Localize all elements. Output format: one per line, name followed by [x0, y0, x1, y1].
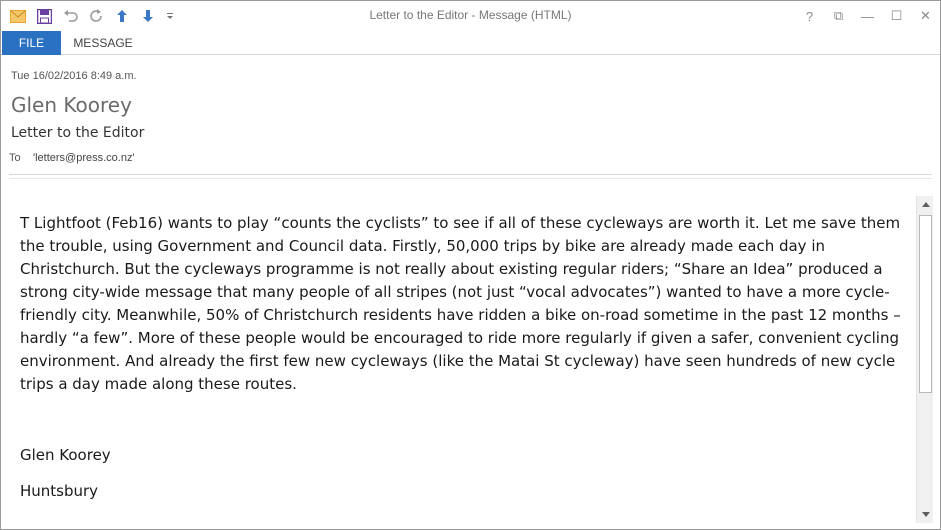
help-icon[interactable]: ? [805, 8, 814, 24]
close-icon[interactable]: ✕ [920, 8, 931, 23]
signature-name: Glen Koorey [20, 446, 111, 464]
body-paragraph: T Lightfoot (Feb16) wants to play “counts the cyclists” to see if all of these cycleways are worth it. Let me save them the trouble, using Government and Council data. Firstly, 50,000 trips by bike are already made each day in Christchurch. But the cycleways programme is not really about existing regular riders; “Share an Idea” produced a strong city-wide message that many people of all stripes (not just “vocal advocates”) wanted to have a more cycle-friendly city. Meanwhile, 50% of Christchurch residents have ridden a bike on-road sometime in the past 12 months – hardly “a few”. More of these people would be encouraged to ride more regularly if given a safer, convenient cycling environment. And already the first few new cycleways (like the Matai St cycleway) have seen hundreds of new cycle trips a day made along these routes. [20, 214, 901, 393]
message-date: Tue 16/02/2016 8:49 a.m. [11, 70, 137, 82]
tab-message[interactable]: MESSAGE [73, 36, 133, 50]
recipient-address[interactable]: 'letters@press.co.nz' [33, 152, 135, 164]
title-bar [1, 1, 940, 31]
window-title: Letter to the Editor - Message (HTML) [369, 8, 572, 22]
tab-file[interactable]: FILE [2, 31, 61, 55]
vertical-scrollbar[interactable] [916, 196, 933, 523]
to-label: To [9, 152, 21, 164]
message-body [1, 196, 915, 529]
message-subject: Letter to the Editor [11, 125, 145, 141]
ribbon-tabs [1, 31, 940, 55]
signature-place: Huntsbury [20, 482, 99, 500]
header-divider-secondary [9, 178, 932, 179]
header-divider [9, 174, 932, 175]
maximize-icon[interactable]: ☐ [890, 8, 903, 23]
ribbon-display-icon[interactable]: ⧉ [833, 8, 844, 23]
recipient-row [9, 152, 135, 164]
minimize-icon[interactable]: — [861, 8, 874, 24]
scroll-down-icon[interactable] [917, 506, 934, 523]
window-controls [795, 1, 940, 31]
sender-name[interactable]: Glen Koorey [11, 93, 132, 117]
scrollbar-thumb[interactable] [919, 215, 932, 393]
scroll-up-icon[interactable] [917, 196, 934, 213]
